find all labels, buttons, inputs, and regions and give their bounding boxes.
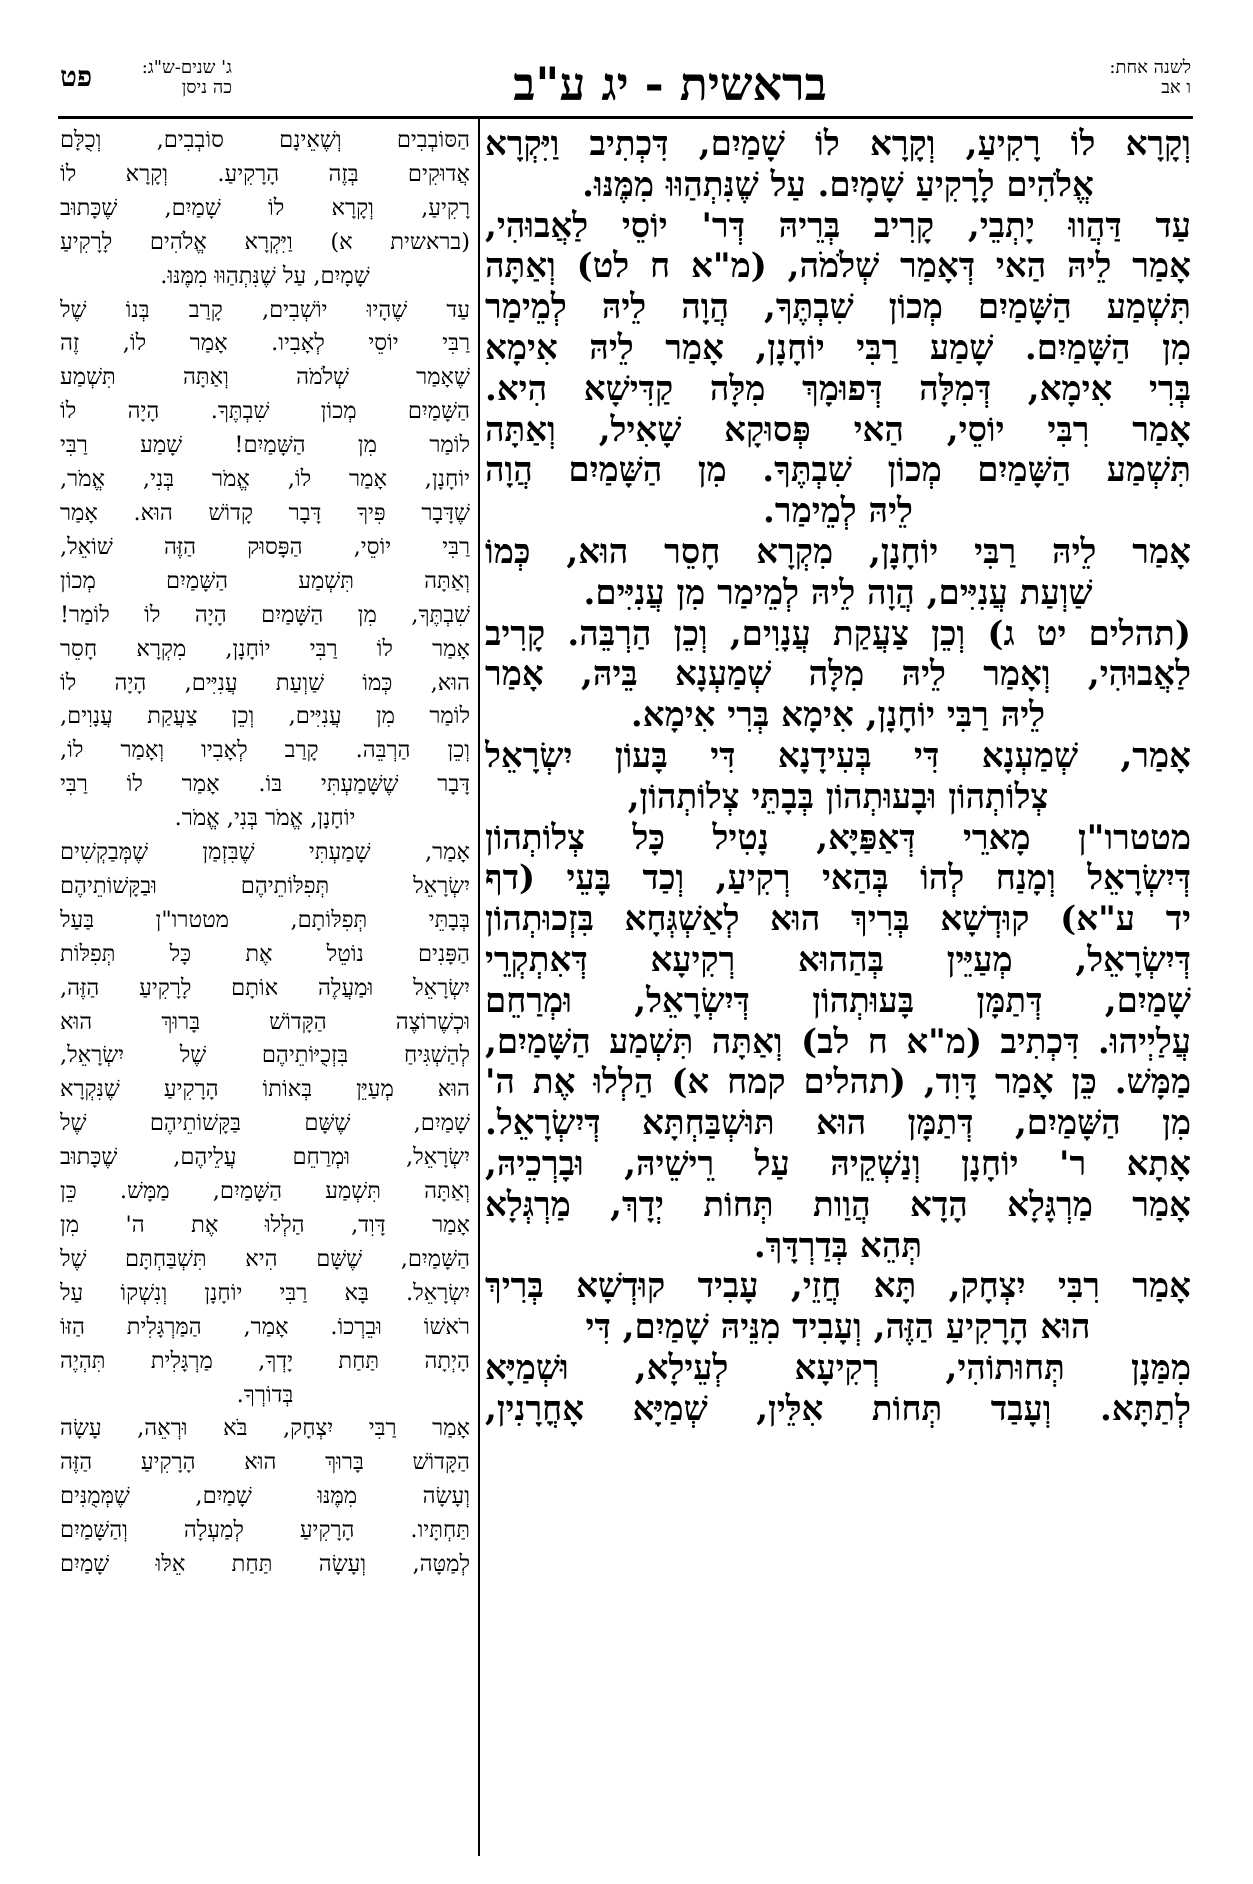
translation-line: הוּא, כְּמוֹ שַׁוְעַת עֲנִיִּים, הָיָה לוֹ (60, 669, 470, 696)
main-text-line: אָמַר רִבִּי יִצְחָק, תָּא חֲזֵי, עָבִיד קוּדְשָׁא בְּרִיךְ (485, 1266, 1191, 1307)
main-text-line: תְּהֵא בְּדַרְדָּךְ. (753, 1225, 923, 1266)
main-text-line: לֵיהּ רַבִּי יוֹחָנָן, אִימָא בְּרִי אִימָא. (630, 695, 1046, 736)
translation-line: יִשְׂרָאֵל וּמַעֲלֶה אוֹתָם לָרָקִיעַ הַזֶּה, (60, 974, 470, 1001)
translation-line: שֶׁדָּבָר פִּיךָ דָּבָר קָדוֹשׁ הוּא. אָמַר (60, 499, 470, 526)
translation-line: וּכְשֶׁרוֹצֶה הַקָּדוֹשׁ בָּרוּךְ הוּא (60, 1008, 470, 1035)
translation-line: לוֹמַר מִן עֲנִיִּים, וְכֵן צַעֲקַת עֲנָוִים, (60, 703, 470, 730)
header-rule (58, 116, 1193, 119)
translation-line: לוֹמַר מִן הַשָּׁמַיִם! שָׁמַע רַבִּי (60, 432, 470, 459)
schedule-one-year-date: ו אב (1161, 77, 1191, 98)
translation-line: יִשְׂרָאֵל, וּמְרַחֵם עֲלֵיהֶם, שֶׁכָּתוּב (60, 1144, 470, 1171)
main-text-line: אָמַר לֵיהּ הַאי דְּאָמַר שְׁלֹמֹה, (מ"א ח לט) וְאַתָּה (485, 246, 1191, 287)
translation-line: יוֹחָנָן, אֱמֹר בְּנִי, אֱמֹר. (174, 805, 356, 832)
main-text-line: מַמָּשׁ. כֵּן אָמַר דָּוִד, (תהלים קמח א) הַלְלוּ אֶת ה' (485, 1062, 1191, 1103)
translation-line: וְאַתָּה תִּשְׁמַע הַשָּׁמַיִם, מַמָּשׁ. כֵּן (60, 1178, 470, 1205)
main-text-line: לְתַתָּא. וְעָבַד תְּחוֹת אִלֵּין, שְׁמַיָּא אָחֳרָנִין, (485, 1388, 1191, 1429)
column-divider (478, 116, 480, 1856)
translation-line: וְעָשָׂה מִמֶּנּוּ שָׁמַיִם, שֶׁמְּמֻנִּים (60, 1483, 470, 1510)
translation-line: וְכֵן הַרְבֵּה. קָרַב לְאָבִיו וְאָמַר לוֹ, (60, 737, 470, 764)
translation-line: (בראשית א) וַיִּקְרָא אֱלֹהִים לָרָקִיעַ (60, 228, 470, 255)
main-text-line: תִּשְׁמַע הַשָּׁמַיִם מְכוֹן שִׁבְתֶּךָ, הֲוָה לֵיהּ לְמֵימַר (485, 287, 1191, 328)
main-text-line: (תהלים יט ג) וְכֵן צַעֲקַת עֲנָוִים, וְכֵן הַרְבֵּה. קָרִיב (485, 613, 1191, 654)
main-text-line: שָׁמַיִם, דְּתַמָּן בָּעוּתְהוֹן דְּיִשְׂרָאֵל, וּמְרַחֵם (485, 980, 1191, 1021)
schedule-one-year-label: לשנה אחת: (1109, 57, 1191, 78)
translation-line: אָמַר רַבִּי יִצְחָק, בֹּא וּרְאֵה, עָשָׂה (60, 1415, 470, 1442)
page-number: פט (60, 60, 93, 93)
translation-line: אָמַר, שָׁמַעְתִּי שֶׁבִּזְמַן שֶׁמְּבַקְשִׁים (60, 839, 470, 866)
main-text-line: מִמַּנָן תְּחוּתוֹהִי, רְקִיעָא לְעֵילָא, וּשְׁמַיָּא (485, 1347, 1191, 1388)
translation-line: יוֹחָנָן, אָמַר לוֹ, אֱמֹר בְּנִי, אֱמֹר, (60, 466, 470, 493)
main-text-line: עַד דַּהֲווּ יָתְבֵי, קָרִיב בְּרֵיהּ דְּר' יוֹסֵי לַאֲבוּהִי, (485, 205, 1191, 246)
translation-line: אָמַר לוֹ רַבִּי יוֹחָנָן, מִקְרָא חָסֵר (60, 635, 470, 662)
translation-line: בְּדוֹרְךָ. (236, 1381, 294, 1408)
main-text-line: לַאֲבוּהִי, וְאָמַר לֵיהּ מִלָּה שְׁמַעְנָא בֵּיהּ, אָמַר (485, 654, 1191, 695)
main-text-line: אָתָא ר' יוֹחָנָן וְנַשְׁקֵיהּ עַל רֵישֵׁיהּ, וּבָרְכֵיהּ, (485, 1143, 1191, 1184)
translation-line: שֶׁאָמַר שְׁלֹמֹה וְאַתָּה תִּשְׁמַע (60, 364, 470, 391)
translation-line: יִשְׂרָאֵל תְּפִלּוֹתֵיהֶם וּבַקָּשׁוֹתֵיהֶם (60, 872, 470, 899)
main-text-line: אָמַר לֵיהּ רַבִּי יוֹחָנָן, מִקְרָא חָסֵר הוּא, כְּמוֹ (485, 531, 1191, 572)
translation-line: אֲדוּקִים בְּזֶה הָרָקִיעַ. וְקָרָא לוֹ (60, 160, 470, 187)
main-text-line: מטטרו"ן מָארֵי דְּאַפַּיָּא, נָטִיל כָּל צְלוֹתְהוֹן (485, 817, 1191, 858)
main-text-line: אָמַר, שְׁמַעְנָא דִּי בְּעִידָנָא דִּי בָּעוֹן יִשְׂרָאֵל (485, 735, 1191, 776)
main-text-line: יד ע"א) קוּדְשָׁא בְּרִיךְ הוּא לְאַשְׁגְּחָא בִּזְכוּתְהוֹן (485, 899, 1191, 940)
translation-line: הַשָּׁמַיִם, שֶׁשָּׁם הִיא תִּשְׁבַּחְתָּם שֶׁל (60, 1245, 470, 1272)
main-text-line: מִן הַשָּׁמַיִם, דְּתַמָּן הוּא תּוּשְׁבַּחְתָּא דְּיִשְׂרָאֵל. (485, 1103, 1191, 1144)
main-text-line: לֵיהּ לְמֵימַר. (763, 491, 913, 532)
schedule-three-year-label: ג' שנים-ש"ג: (141, 57, 232, 78)
translation-line: הָיְתָה תַּחַת יָדְךָ, מַרְגָּלִית תִּהְיֶה (60, 1347, 470, 1374)
main-text-line: וְקָרָא לוֹ רָקִיעַ, וְקָרָא לוֹ שָׁמַיִם, דִּכְתִיב וַיִּקְרָא (485, 124, 1191, 164)
page-title: בראשית - יג ע"ב (513, 57, 827, 111)
translation-line: הַסּוֹבְבִים וְשֶׁאֵינָם סוֹבְבִים, וְכֻלָּם (60, 127, 470, 153)
main-text-line: עֲלַיְיהוּ. דִּכְתִיב (מ"א ח לב) וְאַתָּה תִּשְׁמַע הַשָּׁמַיִם, (485, 1021, 1191, 1062)
main-text-line: דְּיִשְׂרָאֵל, מְעַיֵּין בְּהַהוּא רְקִיעָא דְּאִתְקְרֵי (485, 939, 1191, 980)
translation-line: אָמַר דָּוִד, הַלְלוּ אֶת ה' מִן (60, 1212, 470, 1238)
translation-line: דָּבָר שֶׁשָּׁמַעְתִּי בּוֹ. אָמַר לוֹ רַבִּי (60, 771, 470, 798)
main-text-line: מִן הַשָּׁמַיִם. שָׁמַע רַבִּי יוֹחָנָן, אָמַר לֵיהּ אִימָא (485, 327, 1191, 368)
translation-line: הַשָּׁמַיִם מְכוֹן שִׁבְתֶּךָ. הָיָה לוֹ (60, 398, 470, 425)
translation-line: רֹאשׁוֹ וּבֵרְכוֹ. אָמַר, הַמַּרְגָּלִית הַזּוֹ (60, 1313, 470, 1340)
main-text-line: אָמַר רִבִּי יוֹסֵי, הַאי פְּסוּקָא שָׁאִיל, וְאַתָּה (485, 409, 1191, 450)
translation-line: הוּא מְעַיֵּן בְּאוֹתוֹ הָרָקִיעַ שֶׁנִּקְרָא (60, 1076, 470, 1103)
main-text-line: צְלוֹתְהוֹן וּבָעוּתְהוֹן בְּבָתֵּי צְלוֹתְהוֹן, (627, 776, 1049, 817)
translation-line: שָׁמָיִם, עַל שֶׁנִּתְהַוּוּ מִמֶּנּוּ. (160, 262, 370, 289)
translation-line: בְּבָתֵּי תְּפִלּוֹתָם, מטטרו"ן בַּעַל (60, 906, 470, 933)
translation-line: עַד שֶׁהָיוּ יוֹשְׁבִים, קָרַב בְּנוֹ שֶׁל (60, 296, 470, 323)
schedule-three-year-date: כה ניסן (181, 77, 232, 98)
translation-line: רָקִיעַ, וְקָרָא לוֹ שָׁמַיִם, שֶׁכָּתוּב (60, 194, 470, 221)
translation-line: שָׁמַיִם, שֶׁשָּׁם בַּקָּשׁוֹתֵיהֶם שֶׁל (60, 1110, 470, 1137)
main-text-line: הוּא הָרָקִיעַ הַזֶּה, וְעָבִיד מִנֵּיהּ שָׁמַיִם, דִּי (585, 1307, 1091, 1348)
translation-line: יִשְׂרָאֵל. בָּא רַבִּי יוֹחָנָן וְנִשְׁקוֹ עַל (60, 1279, 470, 1306)
main-text-line: שַׁוְעַת עֲנִיִּים, הֲוָה לֵיהּ לְמֵימַר מִן עֲנִיִּים. (583, 572, 1093, 613)
main-text-line: בְּרִי אִימָא, דְּמִלָּה דְּפוּמָךְ מִלָּה קַדִּישָׁא הִיא. (485, 368, 1191, 409)
main-text-line: אֱלֹהִים לָרָקִיעַ שָׁמָיִם. עַל שֶׁנִּתְהַוּוּ מִמֶּנּוּ. (582, 164, 1094, 205)
translation-line: שִׁבְתֶּךָ, מִן הַשָּׁמַיִם הָיָה לוֹ לוֹמַר! (60, 601, 470, 628)
translation-line: לְהַשְׁגִּיחַ בִּזְכֻיּוֹתֵיהֶם שֶׁל יִשְׂרָאֵל, (60, 1042, 470, 1069)
translation-line: רַבִּי יוֹסֵי, הַפָּסוּק הַזֶּה שׁוֹאֵל, (60, 533, 470, 560)
translation-line: הַקָּדוֹשׁ בָּרוּךְ הוּא הָרָקִיעַ הַזֶּה (60, 1449, 470, 1476)
translation-line: וְאַתָּה תִּשְׁמַע הַשָּׁמַיִם מְכוֹן (60, 567, 470, 594)
main-text-line: דְּיִשְׂרָאֵל וְמָנַח לְהוֹ בְּהַאי רְקִיעַ, וְכַד בָּעֵי (דף (485, 858, 1191, 899)
main-text-column (485, 124, 1191, 1854)
main-text-line: תִּשְׁמַע הַשָּׁמַיִם מְכוֹן שִׁבְתֶּךָ. מִן הַשָּׁמַיִם הֲוָה (485, 450, 1191, 491)
header-right-schedule (1051, 58, 1191, 118)
translation-line: תַּחְתָּיו. הָרָקִיעַ לְמַעְלָה וְהַשָּׁמַיִם (60, 1517, 470, 1544)
translation-column (60, 124, 470, 1854)
translation-line: הַפָּנִים נוֹטֵל אֶת כָּל תְּפִלּוֹת (60, 940, 470, 967)
main-text-line: אָמַר מַרְגָּלָא הָדָא הֲוַות תְּחוֹת יְדָךְ, מַרְגְּלָא (485, 1184, 1191, 1225)
translation-line: רַבִּי יוֹסֵי לְאָבִיו. אָמַר לוֹ, זֶה (60, 330, 470, 357)
translation-line: לְמַטָּה, וְעָשָׂה תַּחַת אֵלּוּ שָׁמַיִם (60, 1551, 470, 1578)
header-left-schedule (92, 58, 232, 118)
